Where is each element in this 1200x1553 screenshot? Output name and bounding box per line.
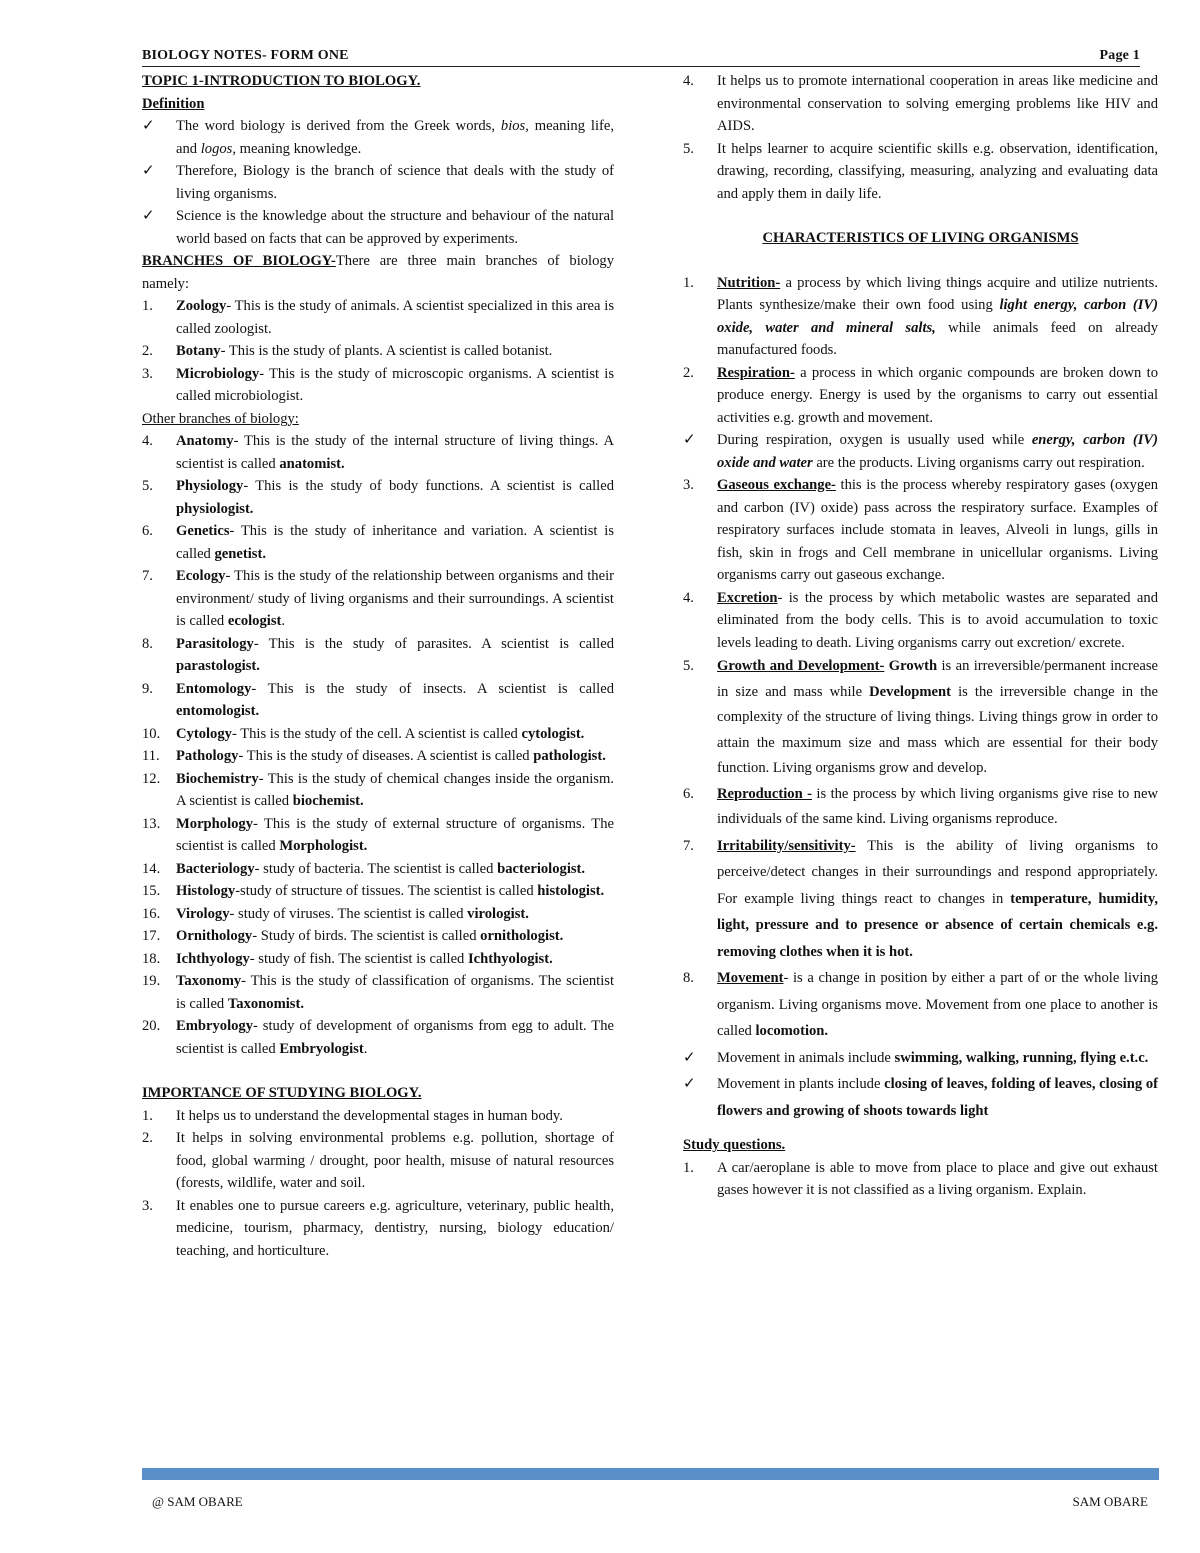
item-number: 2. [142,343,153,359]
branch-item [142,520,614,565]
branch-description: - This is the study of the cell. A scientist is called [231,725,522,742]
item-number: 1. [683,1159,694,1176]
item-number: 10. [142,725,161,742]
item-number: 9. [142,680,153,697]
branch-name: Virology [176,905,230,922]
right-column [683,70,1158,1202]
characteristic-nutrition: 1. Nutrition- a process by which living things acquire and utilize nutrients. Plants synthesize/make their own food using light energy, carbon (IV) oxide, water and mineral salts, while animals feed on already manufactured foods. [683,274,1159,358]
scientist-name: bacteriologist. [497,860,586,877]
branch-name: Embryology [176,1018,254,1034]
other-branches-list [142,430,614,1060]
characteristic-growth: 5. Growth and Development- Growth is an irreversible/permanent increase in size and mass while Development is the irreversible change in the complexity of the structure of living things. Living things grow in order to attain the maximum size and mass which are essential for their body function. Living organisms grow and develop. [683,658,1159,776]
branch-description: - This is the study of parasites. A scientist is called [253,635,614,652]
item-text: It helps learner to acquire scientific skills e.g. observation, identification, drawing, recording, classifying, measuring, analyzing and evaluating data and apply them in daily life. [717,140,1158,202]
importance-list-continued [683,70,1158,205]
characteristic-movement: 8. Movement- is a change in position by either a part of or the whole living organism. Living organisms move. Movement from one place to another is called locomotion. [683,970,1158,1039]
item-number: 4. [683,73,694,89]
branch-name: Biochemistry [176,770,259,787]
branch-description: - This is the study of the internal structure of living things. A scientist is called [176,433,614,472]
scientist-name: physiologist. [176,500,254,517]
characteristic-reproduction: 6. Reproduction - is the process by which living organisms give rise to new individuals of the same kind. Living organisms reproduce. [683,785,1158,827]
check-icon: ✓ [683,1076,696,1092]
scientist-name: genetist. [214,545,266,562]
importance-item [683,138,1158,206]
branch-name: Microbiology [176,365,260,382]
branch-description: - Study of birds. The scientist is called [252,928,481,944]
branch-name: Cytology [176,725,232,742]
item-text: It helps us to understand the developmental stages in human body. [176,1107,563,1124]
branch-item [142,723,614,746]
branch-description: - study of bacteria. The scientist is called [254,860,498,877]
item-number: 5. [683,140,694,157]
branch-description: - study of development of organisms from egg to adult. The scientist is called [176,1018,614,1057]
definition-heading: Definition [142,95,205,112]
definition-item: ✓ Therefore, Biology is the branch of science that deals with the study of living organisms. [142,160,614,205]
characteristic-irritability: 7. Irritability/sensitivity- This is the ability of living organisms to perceive/detect changes in their surroundings and respond appropriately. For example living things react to changes in temperature, humidity, light, pressure and to presence or absence of certain chemicals e.g. removing clothes when it is hot. [683,837,1158,960]
branch-item [142,925,614,948]
branches-intro: BRANCHES OF BIOLOGY-There are three main branches of biology namely: [142,253,614,292]
branch-name: Zoology [176,298,227,314]
item-number: 15. [142,883,161,899]
other-branches-heading: Other branches of biology: [142,410,299,427]
branch-item [142,858,614,881]
item-text: It helps in solving environmental problems e.g. pollution, shortage of food, global warming / drought, poor health, misuse of natural resources (forests, wildlife, water and soil. [176,1130,614,1191]
scientist-name: biochemist. [292,793,364,809]
footer-right: SAM OBARE [1072,1494,1148,1509]
branch-item: 7. Ecology- This is the study of the relationship between organisms and their environment/ study of living organisms and their surroundings. A scientist is called ecologist. [142,565,614,633]
importance-list [142,1105,614,1263]
item-number: 7. [142,568,153,584]
branch-item [142,745,614,768]
branch-item [142,340,614,363]
characteristics-heading: CHARACTERISTICS OF LIVING ORGANISMS [762,230,1079,246]
check-icon: ✓ [142,163,155,179]
item-text: A car/aeroplane is able to move from place to place and give out exhaust gases however it is not classified as a living organism. Explain. [717,1159,1158,1198]
branch-item [142,633,614,678]
branch-description: - This is the study of microscopic organisms. A scientist is called microbiologist. [176,365,614,404]
branch-item [142,948,614,971]
branch-name: Morphology [176,815,254,832]
importance-item [142,1195,614,1263]
study-questions-heading: Study questions. [683,1137,786,1153]
branch-name: Anatomy [176,433,234,449]
header-title: BIOLOGY NOTES- FORM ONE [142,48,349,63]
item-number: 2. [142,1130,153,1146]
branch-description: - study of fish. The scientist is called [249,950,468,967]
branch-description: - This is the study of insects. A scientist is called [251,680,614,697]
study-questions-list [683,1157,1158,1202]
branch-item [142,903,614,926]
branch-description: - This is the study of external structure of organisms. The scientist is called [176,815,614,854]
branch-item [142,970,614,1015]
branch-description: - This is the study of plants. A scientist is called botanist. [220,343,553,359]
scientist-name: cytologist. [521,725,585,742]
branch-item: 20. Embryology- study of development of organisms from egg to adult. The scientist is called Embryologist. [142,1015,614,1060]
branch-name: Entomology [176,680,252,697]
branch-name: Ornithology [176,928,253,944]
definition-item: ✓ Science is the knowledge about the structure and behaviour of the natural world based on facts that can be approved by experiments. [142,205,614,250]
branch-name: Ichthyology [176,950,250,967]
importance-heading: IMPORTANCE OF STUDYING BIOLOGY. [142,1085,422,1101]
item-text: It helps us to promote international cooperation in areas like medicine and environmental conservation to solving emerging problems like HIV and AIDS. [717,73,1158,134]
branch-item [142,363,614,408]
item-number: 3. [142,1197,153,1214]
definition-item: ✓ The word biology is derived from the Greek words, bios, meaning life, and logos, meaning knowledge. [142,115,614,160]
branch-description: - This is the study of animals. A scientist specialized in this area is called zoologist. [176,298,614,337]
characteristic-excretion: 4. Excretion- is the process by which metabolic wastes are separated and eliminated from the body cells. This is to avoid accumulation to toxic levels leading to death. Living organisms carry out excretion/ excrete. [683,589,1158,651]
characteristic-gaseous-exchange: 3. Gaseous exchange- this is the process whereby respiratory gases (oxygen and carbon (IV) oxide) pass across the respiratory surface. Examples of respiratory surfaces include stomata in leaves, Alveoli in lungs, gills in fish, skin in frogs and Cell membrane in unicellular organisms. Living organisms carry out gaseous exchange. [683,477,1158,583]
respiration-note: ✓ During respiration, oxygen is usually used while energy, carbon (IV) oxide and water are the products. Living organisms carry out respiration. [683,429,1158,474]
item-number: 1. [142,1107,153,1124]
item-number: 20. [142,1018,161,1034]
scientist-name: parastologist. [176,658,260,674]
topic-heading: TOPIC 1-INTRODUCTION TO BIOLOGY. [142,73,421,89]
branch-name: Ecology [176,568,226,584]
branch-description: - This is the study of inheritance and variation. A scientist is called [176,523,614,562]
branch-description: - study of viruses. The scientist is called [229,905,468,922]
branch-item [142,678,614,723]
main-branches-list [142,295,614,408]
item-number: 17. [142,928,161,944]
scientist-name: Embryologist [279,1040,364,1057]
branch-item [142,295,614,340]
check-icon: ✓ [142,118,155,134]
branch-description: - This is the study of body functions. A scientist is called [243,478,614,494]
check-icon: ✓ [683,432,696,448]
footer-bar [142,1468,1159,1480]
item-text: It enables one to pursue careers e.g. agriculture, veterinary, public health, medicine, tourism, pharmacy, dentistry, nursing, biology education/ teaching, and horticulture. [176,1197,614,1259]
branch-name: Histology [176,883,236,899]
item-number: 16. [142,905,161,922]
movement-plants-note: ✓ Movement in plants include closing of leaves, folding of leaves, closing of flowers and growing of shoots towards light [683,1071,1158,1124]
item-number: 12. [142,770,161,787]
item-number: 13. [142,815,161,832]
branch-name: Taxonomy [176,973,242,989]
check-icon: ✓ [683,1049,696,1066]
scientist-name: ecologist [227,613,282,629]
scientist-name: Ichthyologist. [468,950,553,967]
branch-name: Pathology [176,748,239,764]
branch-description: - This is the study of classification of organisms. The scientist is called [176,973,614,1012]
branch-description: - This is the study of diseases. A scientist is called [238,748,534,764]
check-icon: ✓ [142,208,155,224]
study-question [683,1157,1158,1202]
importance-item [683,70,1158,138]
branch-item [142,768,614,813]
page-header [142,48,1140,67]
branch-item [142,880,614,903]
characteristic-respiration: 2. Respiration- a process in which organic compounds are broken down to produce energy. Energy is used by the organisms to carry out essential activities e.g. growth and movement. [683,364,1158,426]
branch-item [142,475,614,520]
scientist-name: Morphologist. [279,838,368,854]
item-number: 18. [142,950,161,967]
branch-item [142,430,614,475]
item-number: 6. [142,523,153,539]
scientist-name: Taxonomist. [227,995,304,1012]
branch-name: Parasitology [176,635,254,652]
footer-left: @ SAM OBARE [152,1494,243,1509]
importance-item [142,1105,614,1128]
branch-name: Genetics [176,523,230,539]
branch-description: -study of structure of tissues. The scientist is called [235,883,538,899]
item-number: 11. [142,748,160,764]
branch-description: - This is the study of the relationship between organisms and their environment/ study of living organisms and their surroundings. A scientist is called [176,568,614,629]
branch-description: - This is the study of chemical changes inside the organism. A scientist is called [176,770,614,809]
item-number: 8. [142,635,153,652]
item-number: 4. [142,433,153,449]
item-number: 5. [142,478,153,494]
left-column [142,70,614,1262]
item-number: 3. [142,365,153,382]
scientist-name: ornithologist. [480,928,564,944]
page-number: Page 1 [1099,48,1140,63]
importance-item [142,1127,614,1195]
scientist-name: histologist. [537,883,605,899]
branch-name: Physiology [176,478,244,494]
branch-name: Botany [176,343,221,359]
movement-animals-note: ✓ Movement in animals include swimming, walking, running, flying e.t.c. [683,1045,1158,1072]
item-number: 19. [142,973,161,989]
branch-item [142,813,614,858]
scientist-name: pathologist. [533,748,606,764]
scientist-name: virologist. [467,905,529,922]
scientist-name: entomologist. [176,703,260,719]
item-number: 1. [142,298,153,314]
item-number: 14. [142,860,161,877]
branch-name: Bacteriology [176,860,255,877]
scientist-name: anatomist. [279,455,345,472]
